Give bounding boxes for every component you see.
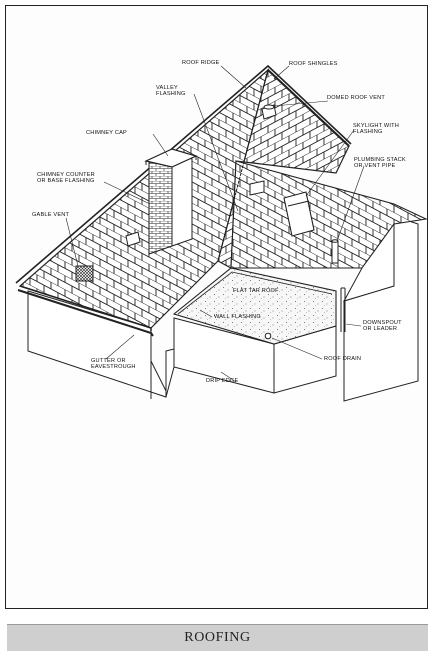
chimney	[146, 149, 196, 254]
label-roof-drain: ROOF DRAIN	[324, 356, 362, 362]
label-chimney-counter: CHIMNEY COUNTER OR BASE FLASHING	[37, 172, 95, 185]
caption-bar	[7, 624, 428, 651]
label-gable-vent: GABLE VENT	[32, 212, 70, 218]
roof-drain-icon	[265, 333, 271, 339]
label-wall-flashing: WALL FLASHING	[214, 314, 261, 320]
plumbing-stack-icon	[332, 241, 338, 263]
label-downspout: DOWNSPOUT OR LEADER	[363, 320, 402, 333]
diagram-frame	[5, 5, 428, 609]
label-flat-tar-roof: FLAT TAR ROOF	[233, 288, 279, 294]
label-roof-ridge: ROOF RIDGE	[182, 60, 220, 66]
label-plumbing-stack: PLUMBING STACK OR VENT PIPE	[354, 157, 406, 170]
label-drip-edge: DRIP EDGE	[206, 378, 239, 384]
label-domed-roof-vent: DOMED ROOF VENT	[327, 95, 386, 101]
gable-vent-icon	[76, 266, 93, 281]
label-chimney-cap: CHIMNEY CAP	[86, 130, 127, 136]
label-roof-shingles: ROOF SHINGLES	[289, 61, 338, 67]
figure-caption: ROOFING	[184, 630, 251, 645]
label-valley-flashing: VALLEY FLASHING	[156, 85, 186, 98]
label-gutter: GUTTER OR EAVESTROUGH	[91, 358, 136, 371]
label-skylight: SKYLIGHT WITH FLASHING	[353, 123, 400, 136]
